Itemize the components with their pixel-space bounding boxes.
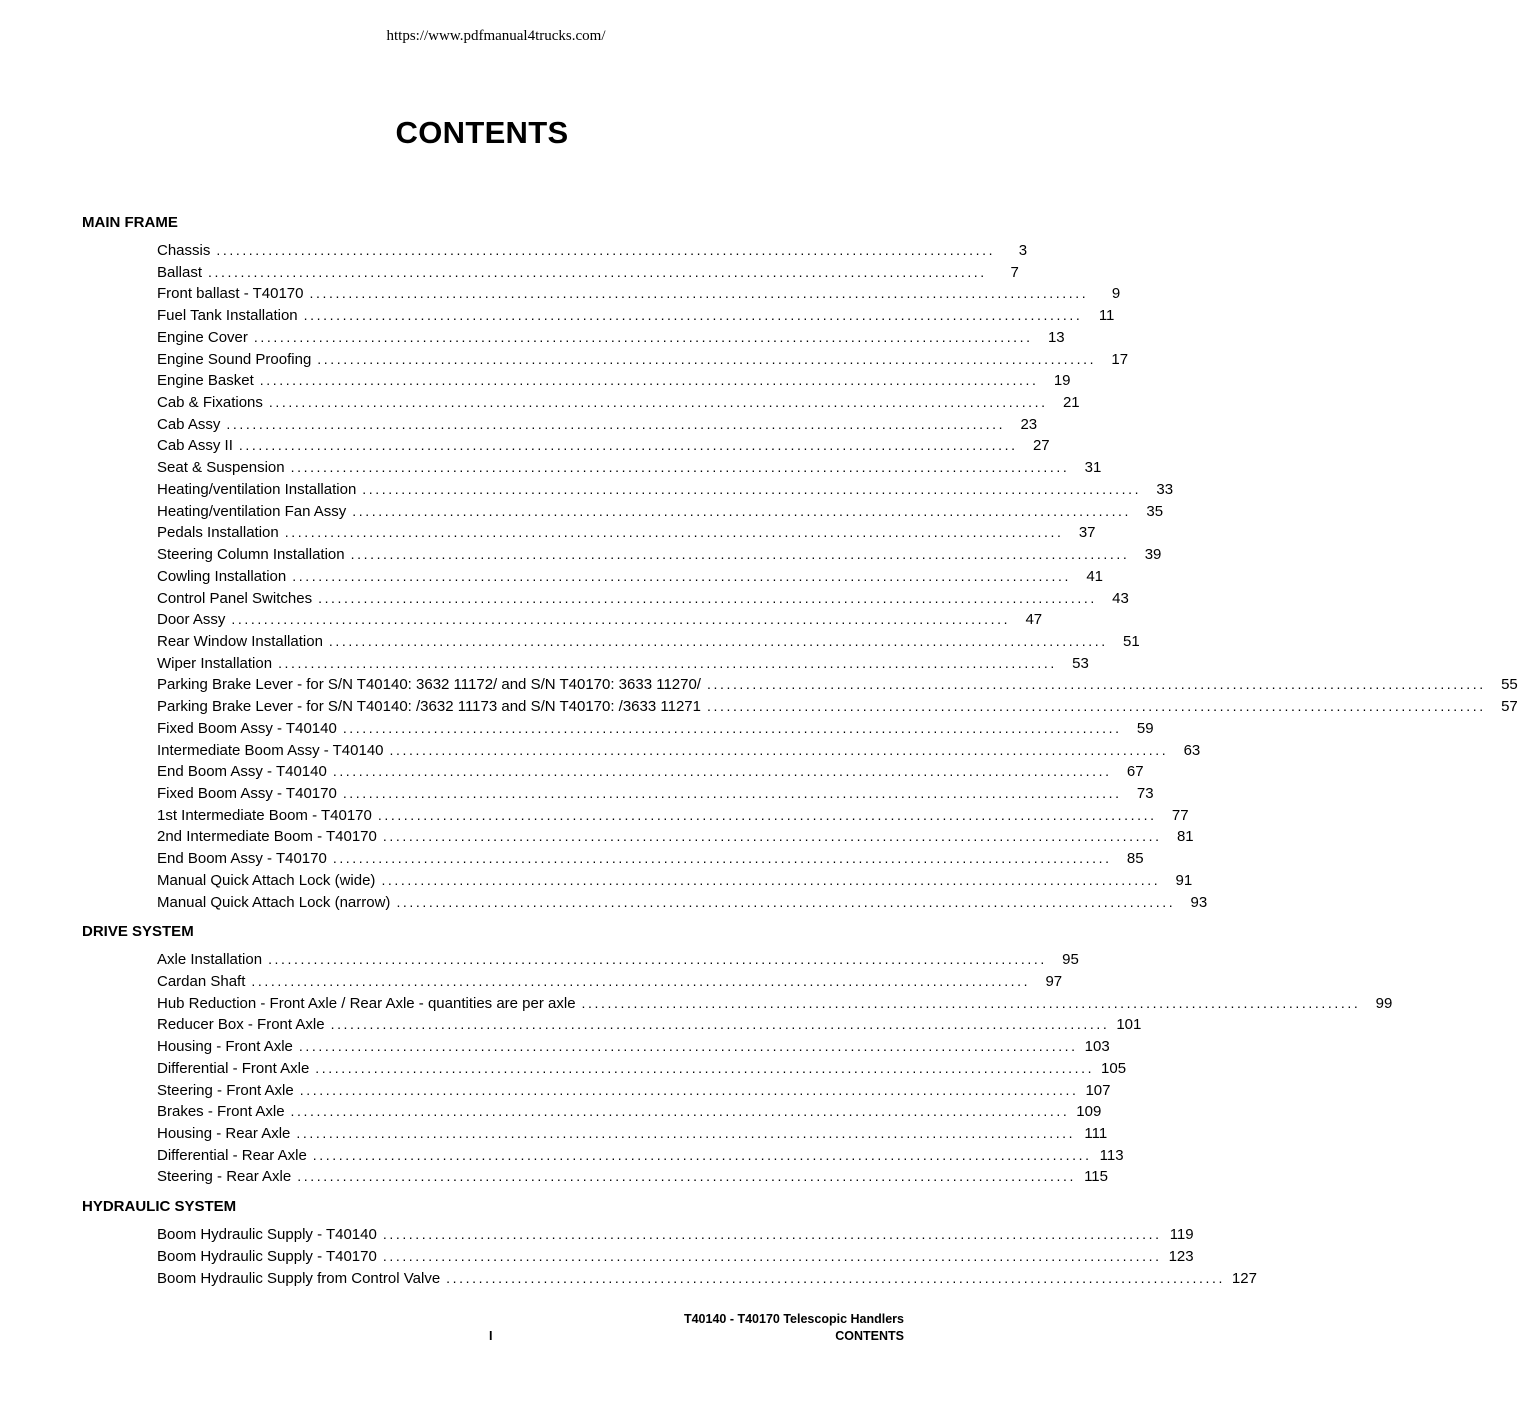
toc-entry-page: 73: [1136, 784, 1154, 802]
dot-leader: ........................................................................................................................: [389, 741, 1169, 758]
toc-entry-page: 95: [1062, 951, 1079, 969]
section-heading: DRIVE SYSTEM: [82, 923, 194, 941]
toc-entry-page: 39: [1144, 546, 1162, 564]
toc-entry-page: 63: [1183, 741, 1201, 759]
dot-leader: ........................................................................................................................: [312, 1146, 1092, 1163]
toc-entry-label: 2nd Intermediate Boom - T40170: [157, 828, 377, 846]
toc-entry-page: 33: [1156, 480, 1174, 498]
toc-entry-page: 111: [1084, 1125, 1108, 1143]
toc-entry-label: Heating/ventilation Fan Assy: [157, 502, 347, 520]
toc-entry-page: 81: [1176, 828, 1194, 846]
dot-leader: ........................................................................................................................: [292, 567, 1072, 584]
toc-entry[interactable]: [157, 414, 1038, 436]
toc-entry[interactable]: [157, 544, 1162, 566]
toc-entry-label: Wiper Installation: [157, 654, 273, 672]
dot-leader: ........................................................................................................................: [396, 893, 1176, 910]
dot-leader: ........................................................................................................................: [299, 1081, 1079, 1098]
toc-entry[interactable]: [157, 631, 1140, 653]
toc-entry-label: Parking Brake Lever - for S/N T40140: 3632 11172/ and S/N T40170: 3633 11270/: [157, 676, 701, 694]
toc-entry[interactable]: [157, 949, 1079, 971]
toc-entry[interactable]: [157, 674, 1518, 696]
dot-leader: ........................................................................................................................: [332, 763, 1112, 780]
toc-entry-page: 57: [1501, 698, 1518, 716]
toc-entry[interactable]: [157, 1014, 1142, 1036]
toc-entry-page: 3: [1018, 242, 1028, 259]
toc-entry-label: Steering - Rear Axle: [157, 1168, 292, 1186]
toc-entry[interactable]: [157, 349, 1129, 371]
toc-entry-label: End Boom Assy - T40140: [157, 763, 327, 781]
toc-entry-label: Reducer Box - Front Axle: [157, 1016, 325, 1034]
toc-entry-page: 19: [1053, 372, 1071, 390]
dot-leader: ........................................................................................................................: [231, 611, 1011, 628]
toc-entry-label: Engine Basket: [157, 372, 254, 390]
toc-entry[interactable]: [157, 283, 1121, 305]
toc-entry[interactable]: [157, 1224, 1194, 1246]
toc-entry[interactable]: [157, 653, 1089, 675]
dot-leader: ........................................................................................................................: [226, 415, 1006, 432]
toc-entry-label: Boom Hydraulic Supply - T40170: [157, 1247, 377, 1265]
toc-entry-page: 9: [1111, 285, 1121, 303]
toc-entry-page: 97: [1045, 973, 1063, 990]
toc-entry[interactable]: [157, 761, 1144, 783]
footer-page-number: I: [489, 1329, 493, 1343]
toc-entry-label: Door Assy: [157, 611, 226, 629]
toc-entry-page: 53: [1072, 654, 1089, 672]
toc-entry[interactable]: [157, 1036, 1110, 1058]
dot-leader: ........................................................................................................................: [342, 784, 1122, 801]
dot-leader: ........................................................................................................................: [362, 480, 1142, 497]
toc-entry-label: Cab Assy II: [157, 437, 233, 455]
toc-entry[interactable]: [157, 892, 1208, 914]
toc-entry-page: 59: [1136, 719, 1154, 737]
footer-info: [684, 1311, 904, 1345]
toc-entry-list: [82, 949, 1393, 1188]
toc-entry-label: Rear Window Installation: [157, 632, 323, 650]
toc-entry[interactable]: [157, 479, 1174, 501]
toc-entry-page: 91: [1175, 871, 1193, 889]
toc-entry[interactable]: [157, 522, 1096, 544]
toc-entry[interactable]: [157, 993, 1393, 1015]
dot-leader: ........................................................................................................................: [706, 676, 1486, 693]
toc-entry-list: [82, 240, 1518, 913]
page-title: CONTENTS: [395, 115, 569, 150]
dot-leader: ........................................................................................................................: [268, 394, 1048, 411]
dot-leader: ........................................................................................................................: [342, 719, 1122, 736]
toc-entry-list: [82, 1224, 1257, 1289]
toc-entry-label: Steering Column Installation: [157, 546, 345, 564]
toc-entry-page: 67: [1126, 763, 1144, 781]
toc-entry[interactable]: [157, 740, 1201, 762]
dot-leader: ........................................................................................................................: [238, 437, 1018, 454]
toc-entry[interactable]: [157, 870, 1193, 892]
toc-entry[interactable]: [157, 1246, 1194, 1268]
dot-leader: ........................................................................................................................: [251, 973, 1031, 989]
toc-entry-label: Cardan Shaft: [157, 973, 246, 990]
toc-entry[interactable]: [157, 501, 1164, 523]
toc-entry-label: Fixed Boom Assy - T40140: [157, 719, 337, 737]
toc-entry-page: 51: [1123, 632, 1140, 650]
toc-entry[interactable]: [157, 609, 1043, 631]
toc-entry[interactable]: [157, 457, 1102, 479]
toc-entry-label: Intermediate Boom Assy - T40140: [157, 741, 384, 759]
section-heading: MAIN FRAME: [82, 214, 178, 231]
toc-entry[interactable]: [157, 1123, 1108, 1145]
dot-leader: ........................................................................................................................: [382, 1226, 1162, 1243]
toc-entry-page: 13: [1047, 328, 1065, 346]
toc-entry-label: Fixed Boom Assy - T40170: [157, 784, 337, 802]
footer-doc-title: T40140 - T40170 Telescopic Handlers: [683, 1312, 904, 1326]
toc-entry-label: Seat & Suspension: [157, 459, 285, 477]
dot-leader: ........................................................................................................................: [382, 1247, 1162, 1264]
dot-leader: ........................................................................................................................: [216, 242, 996, 258]
toc-entry-page: 85: [1126, 850, 1144, 868]
toc-entry-page: 105: [1101, 1059, 1127, 1077]
toc-entry-page: 101: [1116, 1016, 1142, 1034]
toc-entry[interactable]: [157, 1268, 1257, 1290]
toc-entry[interactable]: [157, 1166, 1108, 1188]
table-of-contents: [82, 212, 1518, 1297]
toc-entry-label: Pedals Installation: [157, 524, 279, 542]
toc-entry-label: Differential - Front Axle: [157, 1059, 310, 1077]
toc-entry-label: Boom Hydraulic Supply from Control Valve: [157, 1269, 441, 1287]
dot-leader: ........................................................................................................................: [446, 1269, 1225, 1286]
toc-entry-page: 35: [1146, 502, 1164, 520]
toc-entry-label: Parking Brake Lever - for S/N T40140: /3632 11173 and S/N T40170: /3633 11271: [157, 698, 701, 716]
dot-leader: ........................................................................................................................: [332, 850, 1112, 867]
dot-leader: ........................................................................................................................: [382, 828, 1162, 845]
toc-entry-page: 17: [1111, 350, 1129, 368]
toc-entry-label: Manual Quick Attach Lock (narrow): [157, 893, 391, 911]
toc-entry[interactable]: [157, 826, 1194, 848]
toc-entry-label: Hub Reduction - Front Axle / Rear Axle - quantities are per axle: [157, 994, 576, 1012]
toc-entry-label: Chassis: [157, 242, 211, 259]
toc-entry-page: 127: [1231, 1269, 1257, 1287]
toc-entry-label: Fuel Tank Installation: [157, 307, 298, 325]
section-heading: HYDRAULIC SYSTEM: [82, 1198, 237, 1216]
toc-entry[interactable]: [157, 392, 1080, 414]
dot-leader: ........................................................................................................................: [328, 632, 1108, 649]
toc-entry-page: 113: [1099, 1146, 1124, 1164]
dot-leader: ........................................................................................................................: [315, 1059, 1095, 1076]
dot-leader: ........................................................................................................................: [330, 1016, 1110, 1033]
toc-entry-page: 47: [1025, 611, 1043, 629]
toc-entry-label: Control Panel Switches: [157, 589, 313, 607]
toc-entry-page: 11: [1098, 307, 1115, 325]
toc-entry-page: 7: [1010, 263, 1019, 281]
toc-entry[interactable]: [157, 1058, 1127, 1080]
toc-entry[interactable]: [157, 327, 1065, 349]
dot-leader: ........................................................................................................................: [298, 1038, 1078, 1055]
toc-entry-label: Housing - Front Axle: [157, 1038, 293, 1056]
dot-leader: ........................................................................................................................: [381, 871, 1161, 888]
dot-leader: ........................................................................................................................: [350, 546, 1130, 563]
toc-section: [82, 212, 1518, 913]
dot-leader: ........................................................................................................................: [303, 307, 1083, 324]
toc-entry-page: 37: [1078, 524, 1096, 542]
toc-entry[interactable]: [157, 262, 1019, 284]
toc-section: [82, 1196, 1257, 1289]
dot-leader: ........................................................................................................................: [581, 994, 1361, 1011]
toc-entry[interactable]: [157, 1080, 1111, 1102]
toc-entry-label: Engine Cover: [157, 328, 248, 346]
toc-entry-label: Front ballast - T40170: [157, 285, 304, 303]
toc-entry[interactable]: [157, 718, 1154, 740]
toc-entry[interactable]: [157, 971, 1063, 993]
toc-entry[interactable]: [157, 566, 1104, 588]
dot-leader: ........................................................................................................................: [318, 589, 1097, 606]
toc-entry-label: Manual Quick Attach Lock (wide): [157, 871, 376, 889]
dot-leader: ........................................................................................................................: [309, 285, 1089, 302]
toc-entry[interactable]: [157, 696, 1518, 718]
source-url: https://www.pdfmanual4trucks.com/: [386, 28, 606, 44]
dot-leader: ........................................................................................................................: [706, 698, 1486, 715]
toc-entry[interactable]: [157, 588, 1129, 610]
toc-entry[interactable]: [157, 783, 1154, 805]
dot-leader: ........................................................................................................................: [296, 1125, 1076, 1142]
dot-leader: ........................................................................................................................: [297, 1168, 1076, 1185]
toc-entry-label: Cab Assy: [157, 415, 221, 433]
toc-entry-page: 103: [1084, 1038, 1110, 1056]
toc-entry-label: Axle Installation: [157, 951, 263, 969]
toc-entry-page: 31: [1084, 459, 1102, 477]
dot-leader: ........................................................................................................................: [284, 524, 1064, 541]
toc-entry-label: Steering - Front Axle: [157, 1081, 294, 1099]
toc-entry-page: 77: [1171, 806, 1189, 824]
toc-entry[interactable]: [157, 805, 1189, 827]
toc-entry-label: 1st Intermediate Boom - T40170: [157, 806, 372, 824]
dot-leader: ........................................................................................................................: [278, 654, 1057, 671]
toc-entry-label: Ballast: [157, 263, 203, 281]
toc-entry-page: 109: [1076, 1103, 1102, 1121]
toc-entry-label: Engine Sound Proofing: [157, 350, 312, 368]
dot-leader: ........................................................................................................................: [290, 459, 1070, 476]
dot-leader: ........................................................................................................................: [290, 1103, 1070, 1120]
toc-entry-page: 115: [1084, 1168, 1108, 1186]
toc-entry[interactable]: [157, 1101, 1102, 1123]
toc-entry-page: 43: [1112, 589, 1129, 607]
dot-leader: ........................................................................................................................: [208, 263, 987, 280]
toc-entry[interactable]: [157, 240, 1028, 262]
dot-leader: ........................................................................................................................: [268, 951, 1047, 968]
toc-entry-page: 23: [1020, 415, 1038, 433]
toc-entry-page: 21: [1062, 394, 1080, 412]
toc-entry-page: 107: [1085, 1081, 1111, 1099]
toc-entry-page: 93: [1190, 893, 1208, 911]
toc-entry-label: Housing - Rear Axle: [157, 1125, 291, 1143]
toc-entry-page: 41: [1086, 567, 1104, 585]
toc-entry[interactable]: [157, 370, 1071, 392]
toc-entry[interactable]: [157, 435, 1050, 457]
toc-entry-page: 99: [1375, 994, 1393, 1012]
dot-leader: ........................................................................................................................: [317, 350, 1097, 367]
toc-entry-page: 27: [1032, 437, 1050, 455]
toc-entry-label: Heating/ventilation Installation: [157, 480, 357, 498]
toc-entry-label: Brakes - Front Axle: [157, 1103, 285, 1121]
dot-leader: ........................................................................................................................: [352, 502, 1132, 519]
toc-entry-label: Cab & Fixations: [157, 394, 263, 412]
toc-entry-page: 55: [1501, 676, 1518, 694]
toc-entry[interactable]: [157, 305, 1115, 327]
toc-entry-label: Differential - Rear Axle: [157, 1146, 307, 1164]
dot-leader: ........................................................................................................................: [259, 372, 1039, 389]
toc-section: [82, 921, 1393, 1188]
toc-entry[interactable]: [157, 1145, 1124, 1167]
toc-entry-label: Cowling Installation: [157, 567, 287, 585]
dot-leader: ........................................................................................................................: [253, 328, 1033, 345]
toc-entry-page: 119: [1169, 1226, 1194, 1244]
toc-entry-page: 123: [1168, 1247, 1194, 1265]
toc-entry-label: Boom Hydraulic Supply - T40140: [157, 1226, 377, 1244]
toc-entry-label: End Boom Assy - T40170: [157, 850, 327, 868]
toc-entry[interactable]: [157, 848, 1144, 870]
footer-section: CONTENTS: [835, 1329, 904, 1343]
dot-leader: ........................................................................................................................: [377, 806, 1157, 823]
